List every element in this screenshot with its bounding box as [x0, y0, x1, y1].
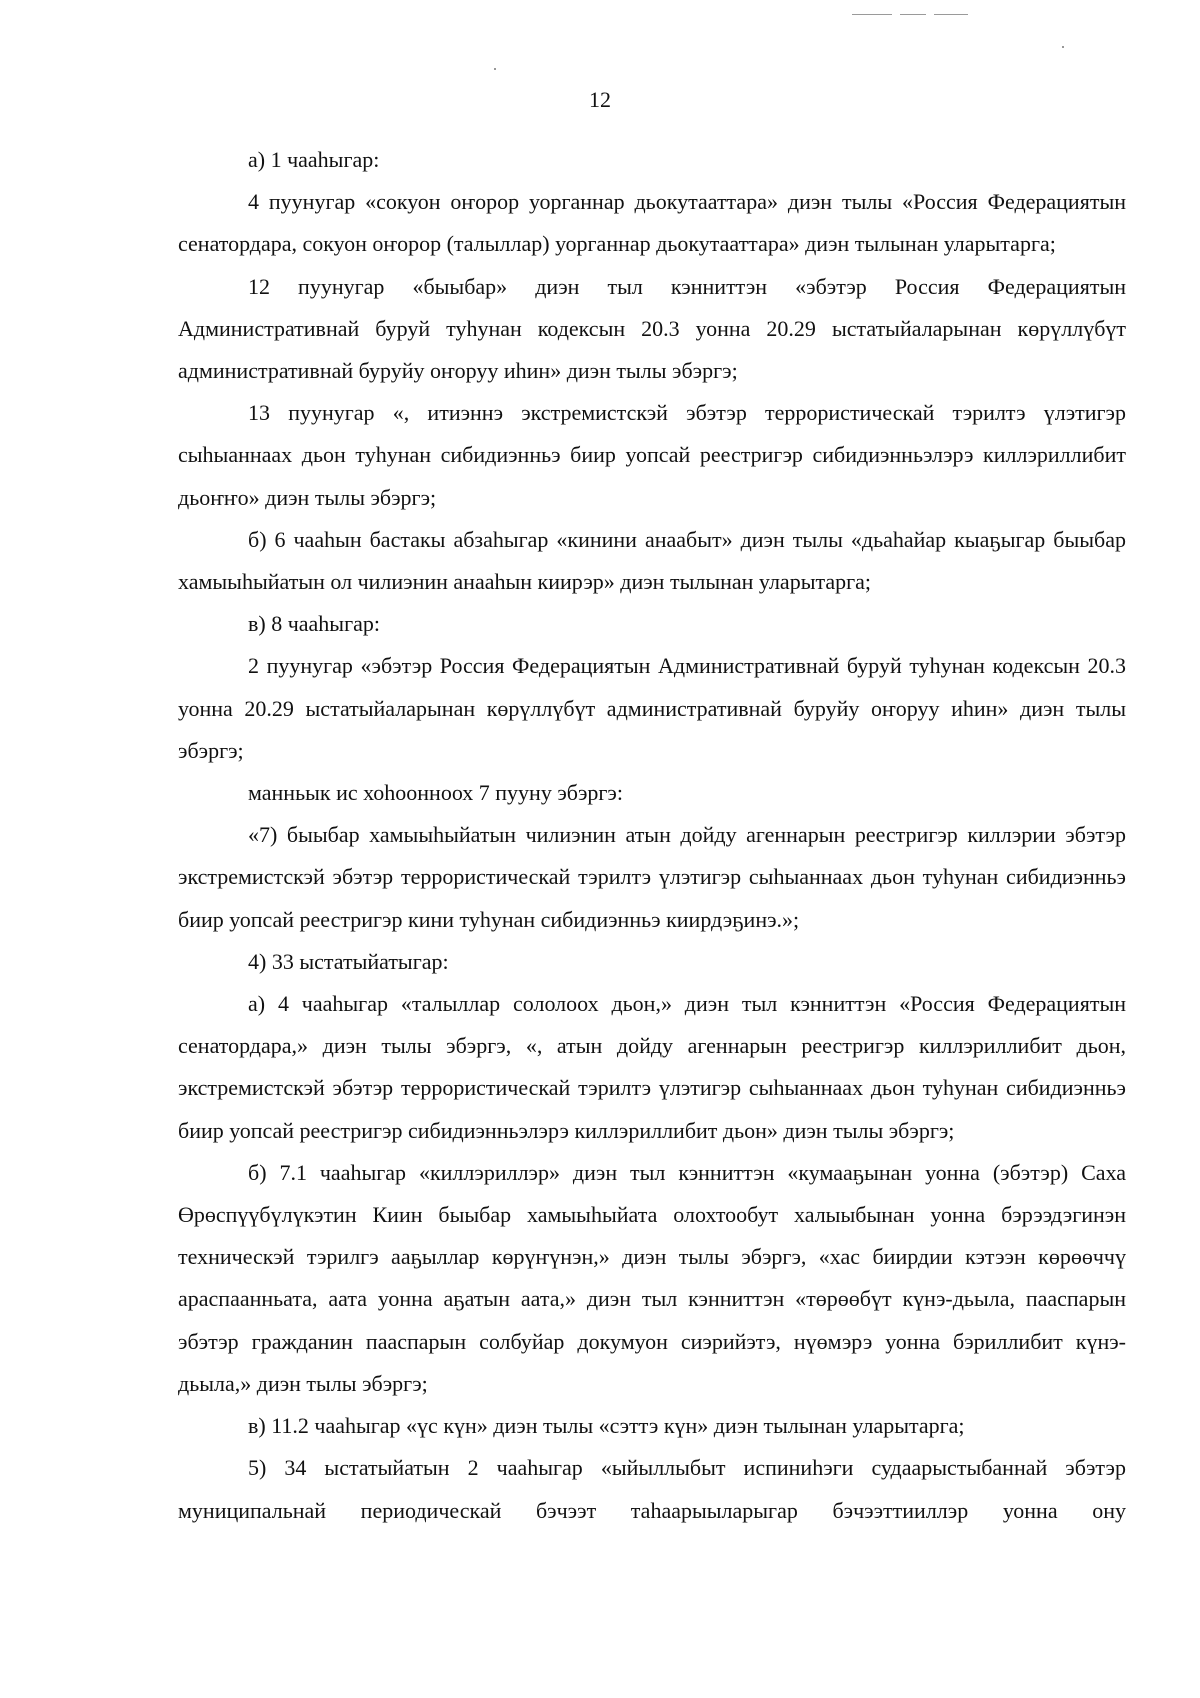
- scan-artifact-line: [900, 14, 926, 15]
- paragraph: в) 11.2 чааһыгар «үс күн» диэн тылы «сэттэ күн» диэн тылынан уларытарга;: [248, 1413, 965, 1439]
- document-body: [178, 139, 1126, 1532]
- paragraph: 4) 33 ыстатыйатыгар:: [248, 948, 449, 974]
- paragraph: б) 6 чааһын бастакы абзаһыгар «кинини анаабыт» диэн тылы «дьаһайар кыаҕыгар быыбар хамыыһыйатын ол чилиэнин анааһын киирэр» диэн тылынан уларытарга;: [178, 526, 1126, 595]
- paragraph: б) 7.1 чааһыгар «киллэриллэр» диэн тыл кэнниттэн «кумааҕынан уонна (эбэтэр) Саха Өрөспүүбүлүкэтин Киин быыбар хамыыһыйата олохтообут халыыбынан уонна бэрээдэгинэн техническэй тэрилгэ ааҕыллар көрүҥүнэн,» диэн тылы эбэргэ, «хас биирдии кэтээн көрөөччү араспаанньата, аата уонна аҕатын аата,» диэн тыл кэнниттэн «төрөөбүт күнэ-дьыла, пааспарын эбэтэр гражданин пааспарын солбуйар докумуон сиэрийэтэ, нүөмэрэ уонна бэриллибит күнэ-дьыла,» диэн тылы эбэргэ;: [178, 1159, 1126, 1396]
- paragraph: 4 пуунугар «сокуон оҥорор уорганнар дьокутааттара» диэн тылы «Россия Федерациятын сенатордара, сокуон оҥорор (талыллар) уорганнар дьокутааттара» диэн тылынан уларытарга;: [178, 189, 1126, 257]
- paragraph: а) 1 чааһыгар:: [248, 147, 380, 172]
- scan-artifact-dot: [1062, 46, 1064, 48]
- scan-artifact-dot: [494, 68, 496, 70]
- paragraph: а) 4 чааһыгар «талыллар сололоох дьон,» диэн тыл кэнниттэн «Россия Федерациятын сенатордара,» диэн тылы эбэргэ, «, атын дойду агеннарын реестригэр киллэриллибит дьон, экстремистскэй эбэтэр террористическай тэрилтэ үлэтигэр сыһыаннаах дьон туһунан сибидиэнньэ биир уопсай реестригэр сибидиэнньэлэрэ киллэриллибит дьон» диэн тылы эбэргэ;: [178, 991, 1126, 1143]
- paragraph: манньык ис хоһоонноох 7 пууну эбэргэ:: [248, 780, 623, 806]
- paragraph: 12 пуунугар «быыбар» диэн тыл кэнниттэн «эбэтэр Россия Федерациятын Административнай буруй туһунан кодексын 20.3 уонна 20.29 ыстатыйаларынан көрүллүбүт административнай буруйу оҥоруу иһин» диэн тылы эбэргэ;: [178, 273, 1126, 384]
- paragraph: 5) 34 ыстатыйатын 2 чааһыгар «ыйыллыбыт испиниһэги судаарыстыбаннай эбэтэр муниципальнай периодическай бэчээт таһаарыыларыгар бэчээттииллэр уонна ону: [178, 1455, 1126, 1523]
- scan-artifact-line: [934, 14, 968, 15]
- paragraph: в) 8 чааһыгар:: [248, 611, 380, 637]
- scan-artifact-line: [852, 14, 892, 15]
- paragraph: 13 пуунугар «, итиэннэ экстремистскэй эбэтэр террористическай тэрилтэ үлэтигэр сыһыаннаах дьон туһунан сибидиэнньэ биир уопсай реестригэр сибидиэнньэлэрэ киллэриллибит дьоҥҥо» диэн тылы эбэргэ;: [178, 400, 1126, 510]
- page-number: 12: [589, 87, 611, 112]
- paragraph: «7) быыбар хамыыһыйатын чилиэнин атын дойду агеннарын реестригэр киллэрии эбэтэр экстремистскэй эбэтэр террористическай тэрилтэ үлэтигэр сыһыаннаах дьон туһунан сибидиэнньэ биир уопсай реестригэр кини туһунан сибидиэнньэ киирдэҕинэ.»;: [178, 822, 1126, 932]
- paragraph: 2 пуунугар «эбэтэр Россия Федерациятын Административнай буруй туһунан кодексын 20.3 уонна 20.29 ыстатыйаларынан көрүллүбүт административнай буруйу оҥоруу иһин» диэн тылы эбэргэ;: [178, 653, 1126, 763]
